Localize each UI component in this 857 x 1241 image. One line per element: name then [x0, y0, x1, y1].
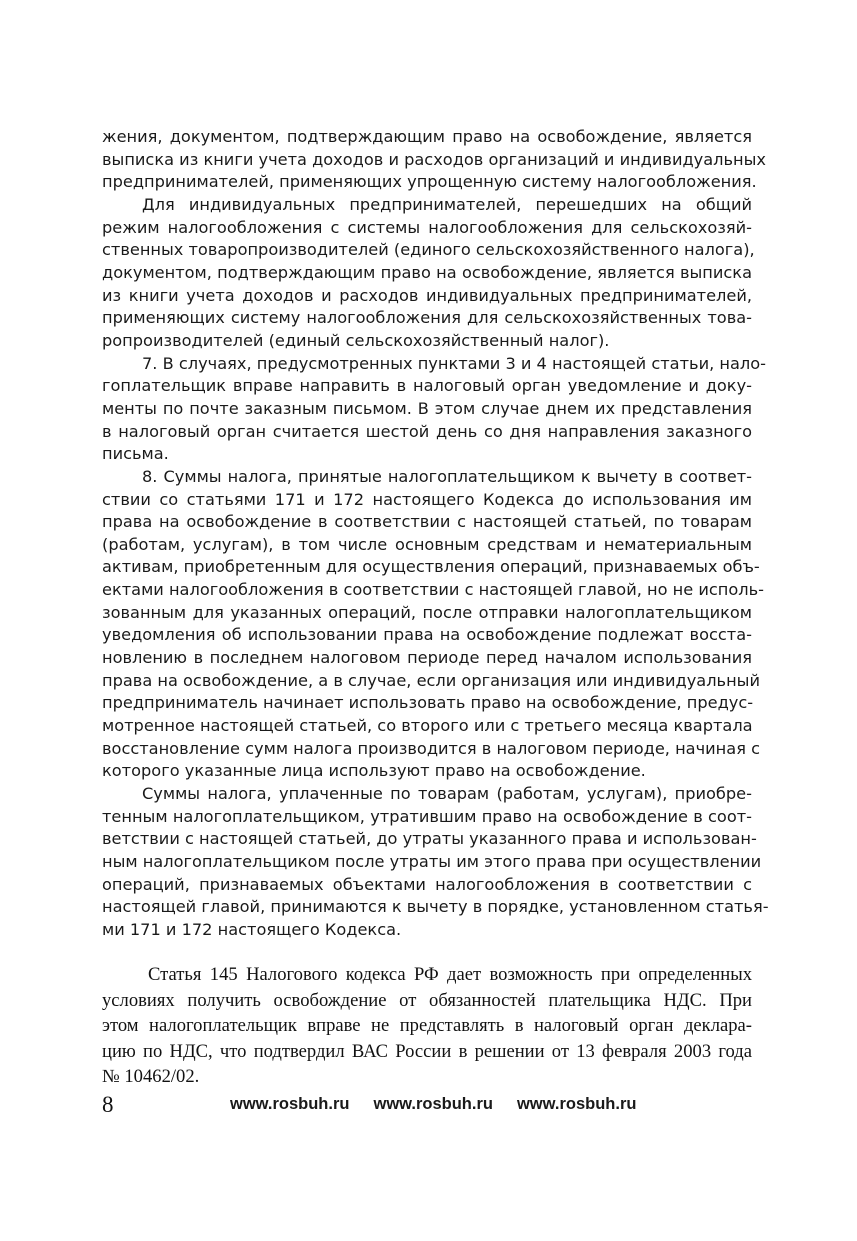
text-line: новлению в последнем налоговом периоде перед началом использования [102, 648, 752, 668]
text-line: Суммы налога, уплаченные по товарам (работам, услугам), приобре- [142, 784, 752, 804]
text-line: жения, документом, подтверждающим право на освобождение, является [102, 127, 752, 146]
text-line: из книги учета доходов и расходов индивидуальных предпринимателей, [102, 285, 752, 305]
text-line: ектами налогообложения в соответствии с настоящей главой, но не исполь- [102, 580, 764, 600]
text-line: восстановление сумм налога производится в налоговом периоде, начиная с [102, 738, 760, 758]
text-line: предпринимателей, применяющих упрощенную систему налогообложения. [102, 172, 757, 192]
text-line: тенным налогоплательщиком, утратившим право на освобождение в соот- [102, 806, 752, 826]
text-line: права на освобождение в соответствии с настоящей статьей, по товарам [102, 512, 752, 532]
text-line: права на освобождение, а в случае, если организация или индивидуальный [102, 670, 760, 690]
paragraph-individual-entrepreneurs [102, 194, 755, 353]
text-line: цию по НДС, что подтвердил ВАС России в решении от 13 февраля 2003 года [102, 1040, 752, 1062]
text-line: этом налогоплательщик вправе не представлять в налоговый орган деклара- [102, 1015, 752, 1036]
footer-links [230, 1095, 660, 1114]
text-line: предприниматель начинает использовать право на освобождение, предус- [102, 693, 754, 713]
text-line: 8. Суммы налога, принятые налогоплательщиком к вычету в соответ- [142, 466, 752, 486]
paragraph-continuation [102, 126, 766, 194]
text-line: мотренное настоящей статьей, со второго или с третьего месяца квартала [102, 716, 753, 736]
page-number: 8 [102, 1092, 114, 1117]
text-line: № 10462/02. [102, 1066, 200, 1087]
text-line: в налоговый орган считается шестой день со дня направления заказного [102, 421, 752, 441]
footer-link[interactable]: www.rosbuh.ru [516, 1095, 637, 1113]
text-line: выписка из книги учета доходов и расходов организаций и индивидуальных [102, 149, 766, 169]
text-line: ми 171 и 172 настоящего Кодекса. [102, 919, 402, 939]
text-line: уведомления об использовании права на освобождение подлежат восста- [102, 625, 752, 645]
text-line: ветствии с настоящей статьей, до утраты указанного права и использован- [102, 829, 757, 849]
law-text-block [102, 126, 769, 942]
text-line: (работам, услугам), в том числе основным средствам и нематериальным [102, 534, 752, 554]
paragraph-item-8 [102, 466, 764, 783]
text-line: гоплательщик вправе направить в налоговый орган уведомление и доку- [102, 376, 752, 396]
text-line: активам, приобретенным для осуществления операций, признаваемых объ- [102, 557, 760, 577]
text-line: условиях получить освобождение от обязанностей плательщика НДС. При [102, 989, 752, 1011]
text-line: менты по почте заказным письмом. В этом случае днем их представления [102, 398, 752, 418]
commentary-paragraph [102, 962, 752, 1090]
text-line: зованным для указанных операций, после отправки налогоплательщиком [102, 602, 752, 622]
footer-link[interactable]: www.rosbuh.ru [230, 1095, 350, 1113]
text-line: ным налогоплательщиком после утраты им этого права при осуществлении [102, 852, 762, 871]
text-line: Статья 145 Налогового кодекса РФ дает возможность при определенных [148, 964, 752, 985]
paragraph-item-7 [102, 353, 766, 466]
text-line: которого указанные лица используют право на освобождение. [102, 761, 646, 781]
text-line: Для индивидуальных предпринимателей, перешедших на общий [142, 194, 752, 214]
text-line: применяющих систему налогообложения для сельскохозяйственных това- [102, 308, 752, 328]
text-line: письма. [102, 444, 169, 464]
paragraph-tax-amounts [102, 783, 769, 942]
text-line: операций, признаваемых объектами налогообложения в соответствии с [102, 874, 752, 894]
text-line: ропроизводителей (единый сельскохозяйственный налог). [102, 330, 610, 350]
text-line: 7. В случаях, предусмотренных пунктами 3 и 4 настоящей статьи, нало- [142, 353, 766, 373]
text-line: режим налогообложения с системы налогообложения для сельскохозяй- [102, 217, 752, 237]
text-line: ственных товаропроизводителей (единого сельскохозяйственного налога), [102, 240, 755, 260]
text-line: документом, подтверждающим право на освобождение, является выписка [102, 262, 752, 282]
text-line: ствии со статьями 171 и 172 настоящего Кодекса до использования им [102, 489, 752, 509]
commentary-block [102, 962, 752, 1090]
text-line: настоящей главой, принимаются к вычету в порядке, установленном статья- [102, 897, 769, 917]
page-footer [102, 1092, 682, 1120]
footer-link[interactable]: www.rosbuh.ru [373, 1095, 493, 1113]
